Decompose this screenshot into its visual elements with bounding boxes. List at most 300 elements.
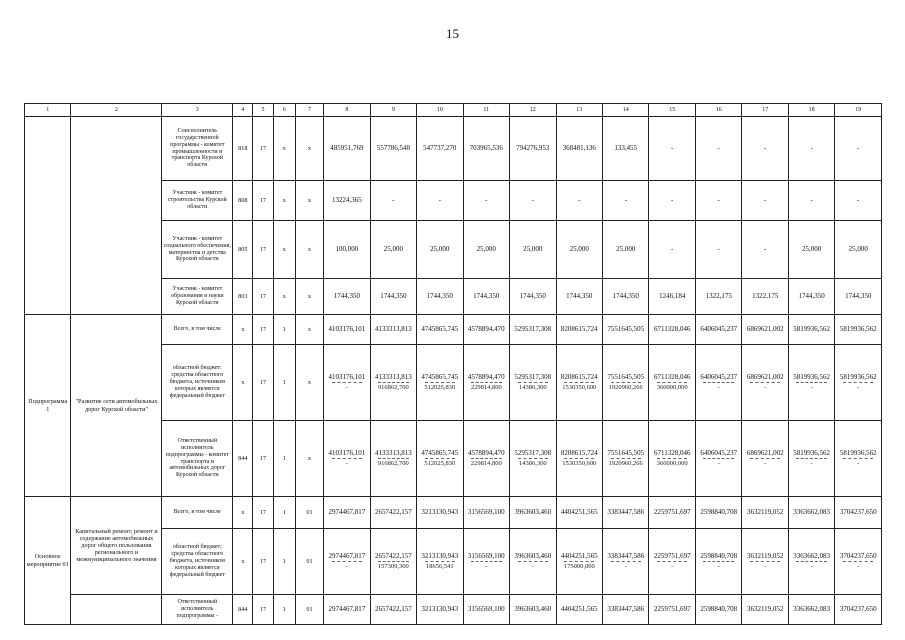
value-main: 3632119,052 xyxy=(746,508,784,517)
value-main: 1744,350 xyxy=(519,292,546,301)
value-cell xyxy=(510,497,556,529)
code-cell: х xyxy=(273,221,295,279)
code-cell: 1 xyxy=(273,497,295,529)
value-main: 557786,548 xyxy=(376,144,410,153)
dashed-divider xyxy=(843,382,874,383)
value-cell xyxy=(417,117,463,181)
value-cell xyxy=(417,421,463,497)
value-cell xyxy=(835,117,882,181)
main-event-title: Капитальный ремонт, ремонт и содержание автомобильных дорог общего пользования регионального и межмуниципального значения xyxy=(71,497,162,595)
dashed-divider xyxy=(518,458,548,459)
code-cell: 818 xyxy=(233,117,253,181)
value-main: 4745865,745 xyxy=(421,373,459,382)
value-cell xyxy=(510,421,556,497)
code-cell: 17 xyxy=(253,595,273,625)
value-main: 25,000 xyxy=(383,245,403,254)
value-main: - xyxy=(438,196,441,205)
value-federal: 1530350,600 xyxy=(562,460,597,468)
value-main: - xyxy=(857,144,860,153)
value-cell xyxy=(463,279,509,315)
value-main: 2598840,708 xyxy=(700,508,738,517)
page-number: 15 xyxy=(446,26,459,41)
value-cell xyxy=(835,529,882,595)
value-main: 3632119,052 xyxy=(746,605,784,614)
value-cell xyxy=(649,279,695,315)
value-main: - xyxy=(671,144,674,153)
value-main: 4404251,565 xyxy=(560,508,598,517)
value-cell xyxy=(417,221,463,279)
value-federal: 229814,800 xyxy=(470,384,502,392)
value-cell xyxy=(463,497,509,529)
value-cell xyxy=(324,221,370,279)
value-main: 5819936,562 xyxy=(793,373,831,382)
value-cell xyxy=(788,421,834,497)
value-cell xyxy=(649,117,695,181)
value-main: 25,000 xyxy=(802,245,822,254)
value-main: 4745865,745 xyxy=(421,449,459,458)
value-federal: 157309,300 xyxy=(377,563,409,571)
value-main: 5295317,308 xyxy=(514,325,552,334)
row-description: Ответственный исполнитель подпрограммы - xyxy=(162,595,233,625)
code-cell: х xyxy=(233,497,253,529)
code-cell: 17 xyxy=(253,221,273,279)
value-cell xyxy=(417,345,463,421)
value-main: 1744,350 xyxy=(380,292,407,301)
value-cell xyxy=(510,279,556,315)
value-main: 1744,350 xyxy=(566,292,593,301)
header-cell: 17 xyxy=(742,104,788,117)
value-main: 8208615,724 xyxy=(560,449,598,458)
value-main: 794276,953 xyxy=(516,144,550,153)
value-cell xyxy=(788,529,834,595)
value-main: 3704237,650 xyxy=(839,605,877,614)
dashed-divider xyxy=(796,561,826,562)
value-main: 4404251,565 xyxy=(560,552,598,561)
value-cell xyxy=(324,595,370,625)
header-cell: 18 xyxy=(788,104,834,117)
dashed-divider xyxy=(611,382,641,383)
value-cell xyxy=(742,529,788,595)
code-cell: 17 xyxy=(253,117,273,181)
value-cell xyxy=(742,181,788,221)
value-federal: 1530350,600 xyxy=(562,384,597,392)
code-cell: х xyxy=(295,345,323,421)
value-main: - xyxy=(578,196,581,205)
value-cell xyxy=(788,279,834,315)
value-federal: - xyxy=(810,563,813,571)
value-cell xyxy=(463,181,509,221)
code-cell: 844 xyxy=(233,421,253,497)
value-main: 6406045,237 xyxy=(700,449,738,458)
value-federal: - xyxy=(857,460,860,468)
row-description: Участник - комитет социального обеспечения, материнства и детства Курской области xyxy=(162,221,233,279)
value-main: 25,000 xyxy=(476,245,496,254)
value-cell xyxy=(417,529,463,595)
value-main: 2657422,157 xyxy=(374,552,412,561)
value-main: - xyxy=(764,144,767,153)
value-main: 3383447,586 xyxy=(607,552,645,561)
value-main: 3156569,100 xyxy=(467,605,505,614)
code-cell: х xyxy=(233,529,253,595)
value-cell xyxy=(742,497,788,529)
row-description: Всего, в том числе xyxy=(162,315,233,345)
code-cell: 01 xyxy=(295,529,323,595)
dashed-divider xyxy=(378,458,408,459)
value-cell xyxy=(835,421,882,497)
value-cell xyxy=(324,279,370,315)
dashed-divider xyxy=(750,382,780,383)
value-main: 5819936,562 xyxy=(793,449,831,458)
value-cell xyxy=(695,181,741,221)
value-federal: 1920960,266 xyxy=(608,460,643,468)
code-cell: 17 xyxy=(253,421,273,497)
value-federal: - xyxy=(764,460,767,468)
value-cell xyxy=(324,345,370,421)
value-cell xyxy=(788,181,834,221)
value-cell xyxy=(324,315,370,345)
value-cell xyxy=(649,497,695,529)
value-main: 2974467,817 xyxy=(328,508,366,517)
value-main: - xyxy=(857,196,860,205)
value-federal: - xyxy=(810,384,813,392)
dashed-divider xyxy=(425,561,455,562)
value-main: 25,000 xyxy=(430,245,450,254)
value-cell xyxy=(370,181,416,221)
group-title-empty xyxy=(71,117,162,315)
value-cell xyxy=(556,279,602,315)
dashed-divider xyxy=(657,561,687,562)
dashed-divider xyxy=(703,458,733,459)
value-cell xyxy=(835,221,882,279)
value-main: 100,000 xyxy=(335,245,359,254)
value-federal: - xyxy=(857,563,860,571)
value-cell xyxy=(556,529,602,595)
value-cell xyxy=(417,595,463,625)
value-main: 3963603,460 xyxy=(514,508,552,517)
value-main: - xyxy=(624,196,627,205)
value-federal: 175000,000 xyxy=(563,563,595,571)
value-main: 4578894,470 xyxy=(467,373,505,382)
dashed-divider xyxy=(843,561,874,562)
value-main: 25,000 xyxy=(616,245,636,254)
value-main: 6406045,237 xyxy=(700,373,738,382)
code-cell: 844 xyxy=(233,595,253,625)
value-main: 6869621,002 xyxy=(746,325,784,334)
header-cell: 2 xyxy=(71,104,162,117)
value-cell xyxy=(463,345,509,421)
dashed-divider xyxy=(471,382,501,383)
value-cell xyxy=(463,529,509,595)
dashed-divider xyxy=(750,561,780,562)
value-main: 4133313,813 xyxy=(374,449,412,458)
header-cell: 12 xyxy=(510,104,556,117)
dashed-divider xyxy=(518,382,548,383)
value-cell xyxy=(788,221,834,279)
code-cell: 17 xyxy=(253,345,273,421)
value-main: 3213130,943 xyxy=(421,552,459,561)
value-federal: 512025,830 xyxy=(424,384,456,392)
dashed-divider xyxy=(564,382,594,383)
value-cell xyxy=(370,221,416,279)
value-federal: - xyxy=(485,563,488,571)
value-main: 5295317,308 xyxy=(514,449,552,458)
dashed-divider xyxy=(518,561,548,562)
code-cell: х xyxy=(295,117,323,181)
value-cell xyxy=(510,595,556,625)
dashed-divider xyxy=(425,458,455,459)
value-main: - xyxy=(810,196,813,205)
header-cell: 3 xyxy=(162,104,233,117)
value-cell xyxy=(463,117,509,181)
value-cell xyxy=(649,421,695,497)
value-main: 6711328,046 xyxy=(653,325,691,334)
code-cell: х xyxy=(233,345,253,421)
value-main: 4133313,813 xyxy=(374,325,412,334)
value-main: 4103176,101 xyxy=(328,325,366,334)
value-main: 3156569,100 xyxy=(467,552,505,561)
value-cell xyxy=(370,345,416,421)
code-cell: 805 xyxy=(233,221,253,279)
value-cell xyxy=(649,221,695,279)
value-cell xyxy=(556,181,602,221)
value-cell xyxy=(695,345,741,421)
dashed-divider xyxy=(564,561,594,562)
value-main: 133,455 xyxy=(614,144,638,153)
value-federal: 916862,700 xyxy=(377,384,409,392)
value-main: 3363662,083 xyxy=(793,552,831,561)
dashed-divider xyxy=(703,561,733,562)
value-cell xyxy=(556,345,602,421)
code-cell: 1 xyxy=(273,595,295,625)
value-main: 2974467,817 xyxy=(328,552,366,561)
value-main: 368481,136 xyxy=(562,144,596,153)
value-cell xyxy=(742,221,788,279)
header-cell: 11 xyxy=(463,104,509,117)
value-main: - xyxy=(764,196,767,205)
value-main: 3213130,943 xyxy=(421,508,459,517)
header-cell: 6 xyxy=(273,104,295,117)
value-main: 25,000 xyxy=(523,245,543,254)
value-main: 6711328,046 xyxy=(653,373,691,382)
code-cell: х xyxy=(295,221,323,279)
value-cell xyxy=(463,595,509,625)
value-federal: - xyxy=(671,563,674,571)
dashed-divider xyxy=(611,561,641,562)
value-cell xyxy=(324,117,370,181)
value-cell xyxy=(788,345,834,421)
code-cell: х xyxy=(233,315,253,345)
value-cell xyxy=(510,181,556,221)
row-description: Соисполнитель государственной программы - комитет промышленности и транспорта Курской области xyxy=(162,117,233,181)
header-cell: 1 xyxy=(25,104,71,117)
value-federal: - xyxy=(345,460,348,468)
row-description: Участник - комитет образования и науки Курской области xyxy=(162,279,233,315)
table-row xyxy=(25,595,882,625)
value-main: 3363662,083 xyxy=(793,508,831,517)
value-cell xyxy=(835,181,882,221)
value-main: - xyxy=(717,196,720,205)
value-main: 8208615,724 xyxy=(560,325,598,334)
value-main: 2259751,697 xyxy=(653,508,691,517)
value-main: - xyxy=(671,245,674,254)
value-federal: 360000,000 xyxy=(656,384,688,392)
main-event-label: Основное мероприятие 01 xyxy=(25,497,71,625)
dashed-divider xyxy=(657,382,687,383)
value-cell xyxy=(649,595,695,625)
header-cell: 15 xyxy=(649,104,695,117)
header-cell: 9 xyxy=(370,104,416,117)
dashed-divider xyxy=(332,561,362,562)
header-cell: 19 xyxy=(835,104,882,117)
value-federal: 1920960,266 xyxy=(608,384,643,392)
header-cell: 14 xyxy=(603,104,649,117)
header-cell: 4 xyxy=(233,104,253,117)
value-federal: - xyxy=(764,384,767,392)
value-cell xyxy=(324,529,370,595)
value-main: 2974467,817 xyxy=(328,605,366,614)
value-cell xyxy=(370,117,416,181)
main-event-title-cont xyxy=(71,595,162,625)
value-cell xyxy=(603,421,649,497)
value-main: 2657422,157 xyxy=(374,508,412,517)
dashed-divider xyxy=(750,458,780,459)
value-main: 7551645,505 xyxy=(607,325,645,334)
value-main: 1322,175 xyxy=(752,292,779,301)
value-cell xyxy=(835,497,882,529)
value-federal: 229814,800 xyxy=(470,460,502,468)
code-cell: 17 xyxy=(253,181,273,221)
value-cell xyxy=(695,279,741,315)
value-cell xyxy=(417,315,463,345)
table-row xyxy=(25,497,882,529)
value-main: 1744,350 xyxy=(473,292,500,301)
value-federal: - xyxy=(531,563,534,571)
value-cell xyxy=(324,181,370,221)
value-cell xyxy=(324,421,370,497)
value-main: 7551645,505 xyxy=(607,373,645,382)
value-cell xyxy=(603,279,649,315)
value-cell xyxy=(695,117,741,181)
value-main: 2657422,157 xyxy=(374,605,412,614)
value-main: 3363662,083 xyxy=(793,605,831,614)
value-federal: 916862,700 xyxy=(377,460,409,468)
value-main: - xyxy=(531,196,534,205)
value-federal: 512025,830 xyxy=(424,460,456,468)
value-main: 4103176,101 xyxy=(328,373,366,382)
value-main: 3963603,460 xyxy=(514,552,552,561)
dashed-divider xyxy=(564,458,594,459)
code-cell: 1 xyxy=(273,421,295,497)
budget-table xyxy=(24,103,882,625)
code-cell: х xyxy=(295,315,323,345)
code-cell: 808 xyxy=(233,181,253,221)
value-cell xyxy=(370,279,416,315)
value-cell xyxy=(695,497,741,529)
value-cell xyxy=(510,345,556,421)
value-cell xyxy=(463,421,509,497)
value-cell xyxy=(695,529,741,595)
value-main: 485951,769 xyxy=(330,144,364,153)
value-main: 4578894,470 xyxy=(467,449,505,458)
row-description: областной бюджет; средства областного бюджета, источником которых является федеральный бюджет xyxy=(162,529,233,595)
value-main: 5819936,562 xyxy=(839,325,877,334)
value-main: 4578894,470 xyxy=(467,325,505,334)
code-cell: 1 xyxy=(273,345,295,421)
value-main: 3632119,052 xyxy=(746,552,784,561)
value-main: 1744,350 xyxy=(798,292,825,301)
table-row xyxy=(25,315,882,345)
row-description: областной бюджет: средства областного бюджета, источником которых является федеральный бюджет xyxy=(162,345,233,421)
code-cell: х xyxy=(295,279,323,315)
value-cell xyxy=(649,345,695,421)
value-cell xyxy=(370,529,416,595)
value-cell xyxy=(370,315,416,345)
dashed-divider xyxy=(657,458,687,459)
value-federal: 360000,000 xyxy=(656,460,688,468)
value-main: 6711328,046 xyxy=(653,449,691,458)
value-main: - xyxy=(717,245,720,254)
value-main: 2259751,697 xyxy=(653,552,691,561)
value-cell xyxy=(695,221,741,279)
value-cell xyxy=(603,345,649,421)
value-cell xyxy=(556,421,602,497)
value-main: - xyxy=(392,196,395,205)
value-main: 4133313,813 xyxy=(374,373,412,382)
value-federal: 18656,541 xyxy=(425,563,454,571)
header-cell: 13 xyxy=(556,104,602,117)
value-main: 4745865,745 xyxy=(421,325,459,334)
value-main: 547737,270 xyxy=(423,144,457,153)
value-main: 3704237,650 xyxy=(839,552,877,561)
subprogram-title: "Развитие сети автомобильных дорог Курской области" xyxy=(71,315,162,497)
value-cell xyxy=(603,497,649,529)
dashed-divider xyxy=(471,458,501,459)
value-federal: - xyxy=(717,460,720,468)
value-main: 25,000 xyxy=(569,245,589,254)
value-main: 5295317,308 xyxy=(514,373,552,382)
value-federal: 14386,300 xyxy=(518,460,547,468)
value-main: 7551645,505 xyxy=(607,449,645,458)
value-cell xyxy=(370,497,416,529)
value-cell xyxy=(695,595,741,625)
value-cell xyxy=(463,315,509,345)
value-main: 3383447,586 xyxy=(607,605,645,614)
value-cell xyxy=(370,595,416,625)
value-cell xyxy=(510,529,556,595)
value-main: 8208615,724 xyxy=(560,373,598,382)
value-federal: - xyxy=(345,563,348,571)
value-cell xyxy=(649,315,695,345)
value-main: 2598840,708 xyxy=(700,552,738,561)
value-main: 5819936,562 xyxy=(839,449,877,458)
value-cell xyxy=(788,595,834,625)
value-cell xyxy=(324,497,370,529)
dashed-divider xyxy=(332,458,362,459)
code-cell: 01 xyxy=(295,497,323,529)
code-cell: 803 xyxy=(233,279,253,315)
value-main: 1744,350 xyxy=(426,292,453,301)
dashed-divider xyxy=(611,458,641,459)
value-cell xyxy=(463,221,509,279)
value-cell xyxy=(417,279,463,315)
value-cell xyxy=(556,595,602,625)
dashed-divider xyxy=(378,561,408,562)
value-main: 2598840,708 xyxy=(700,605,738,614)
value-cell xyxy=(510,315,556,345)
value-federal: 14386,300 xyxy=(518,384,547,392)
header-row xyxy=(25,104,882,117)
value-main: 1322,175 xyxy=(705,292,732,301)
